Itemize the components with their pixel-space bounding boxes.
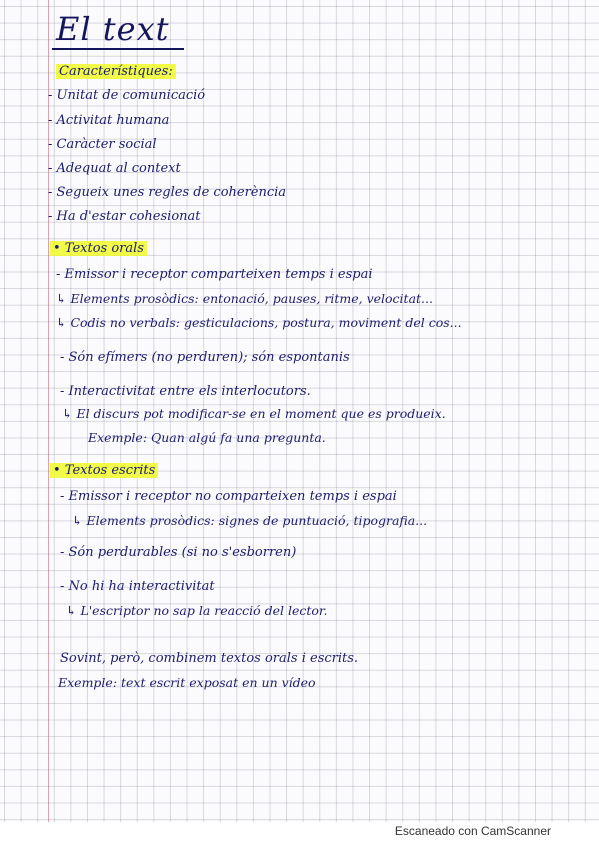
list-item: ↳ Codis no verbals: gesticulacions, postura, moviment del cos... (56, 315, 462, 330)
scanner-label: Escaneado con CamScanner (394, 824, 551, 838)
list-item: - Són perdurables (si no s'esborren) (60, 545, 297, 560)
closing-line: Exemple: text escrit exposat en un vídeo (58, 675, 316, 690)
list-item: ↳ Elements prosòdics: entonació, pauses, ritme, velocitat... (56, 291, 433, 306)
list-item: - Caràcter social (48, 137, 157, 152)
closing-line: Sovint, però, combinem textos orals i escrits. (60, 651, 359, 666)
list-item: - Unitat de comunicació (48, 88, 206, 103)
list-item: - No hi ha interactivitat (60, 579, 215, 594)
list-item: - Emissor i receptor comparteixen temps i espai (56, 267, 373, 282)
heading-textos-orals: • Textos orals (50, 241, 147, 256)
title-underline (52, 48, 184, 50)
page-title: El text (56, 10, 170, 48)
list-item: - Adequat al context (48, 161, 181, 176)
heading-textos-escrits: • Textos escrits (50, 463, 158, 478)
list-item: - Interactivitat entre els interlocutors. (60, 384, 311, 399)
list-item: - Ha d'estar cohesionat (48, 209, 201, 224)
list-item: - Emissor i receptor no comparteixen temps i espai (60, 489, 397, 504)
heading-caracteristiques: Característiques: (56, 64, 176, 79)
list-item: - Segueix unes regles de coherència (48, 185, 287, 200)
list-item: ↳ El discurs pot modificar-se en el moment que es produeix. (62, 406, 446, 421)
list-item: Exemple: Quan algú fa una pregunta. (88, 430, 326, 445)
list-item: - Activitat humana (48, 113, 170, 128)
list-item: ↳ Elements prosòdics: signes de puntuació, tipografia... (72, 513, 428, 528)
scanner-footer (0, 822, 599, 848)
list-item: ↳ L'escriptor no sap la reacció del lector. (66, 603, 328, 618)
list-item: - Són efímers (no perduren); són espontanis (60, 350, 350, 365)
